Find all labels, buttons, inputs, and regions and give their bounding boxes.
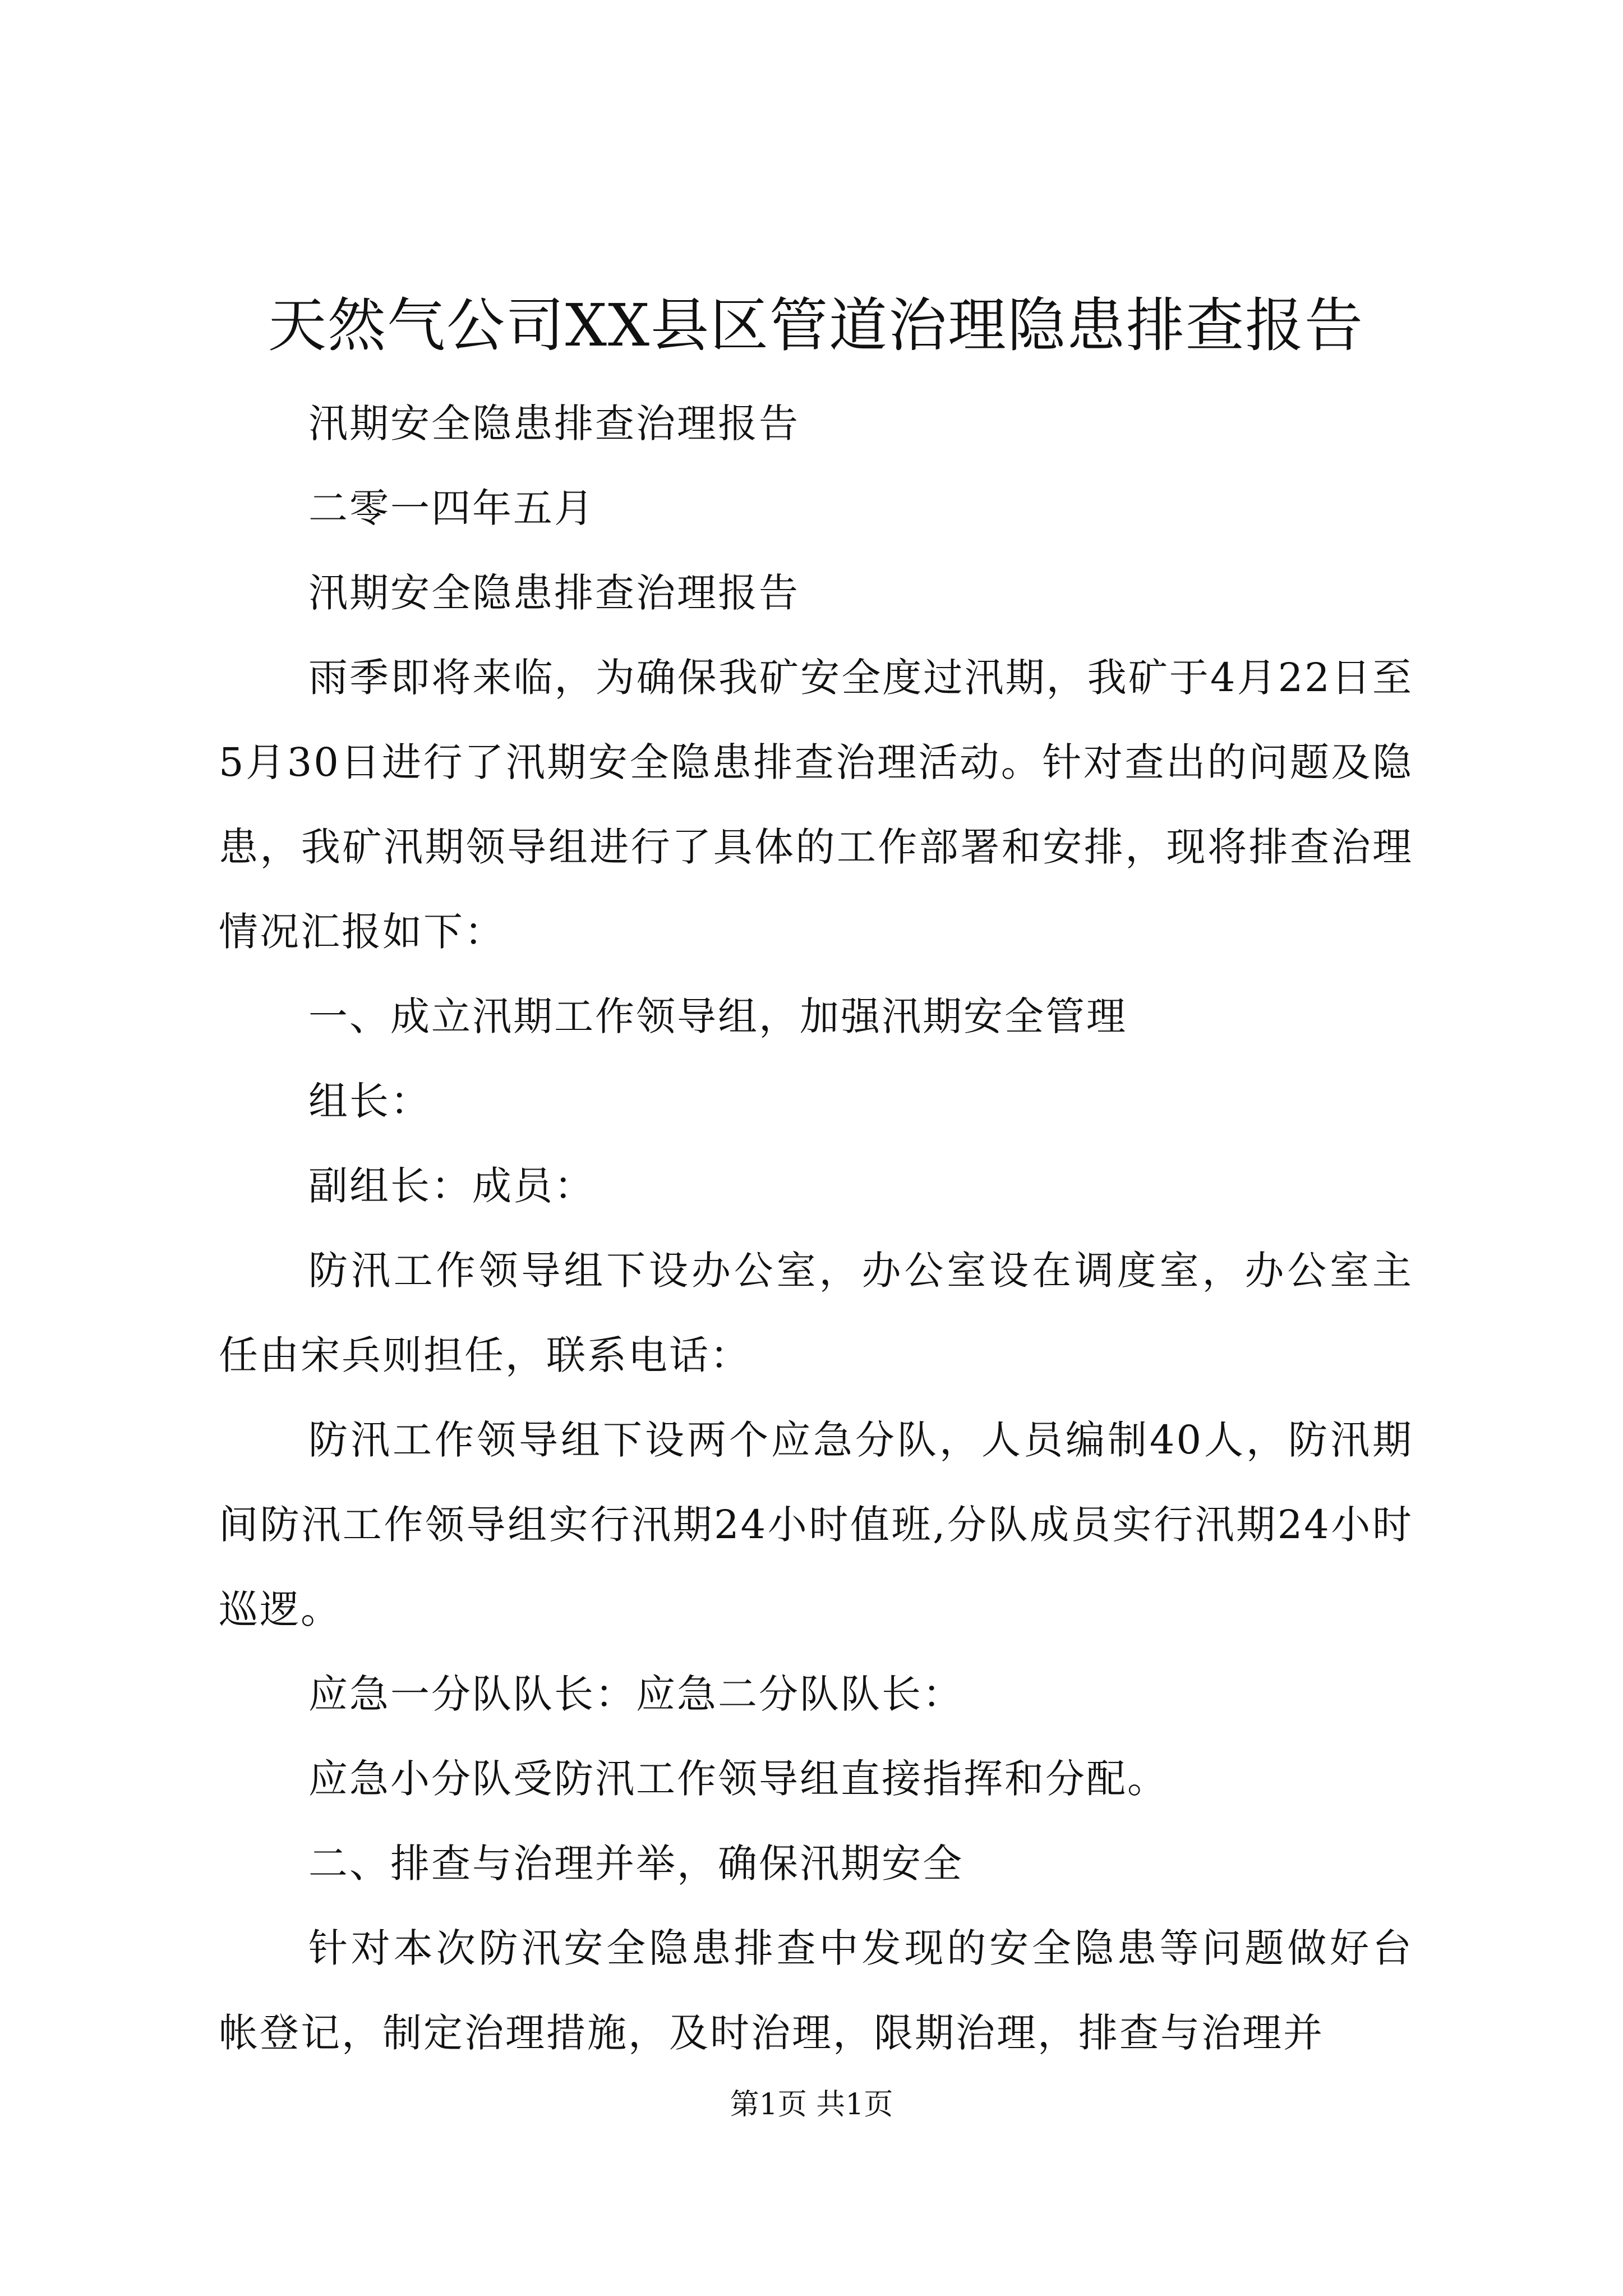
paragraph-report-heading: 汛期安全隐患排查治理报告 [308,570,800,616]
section-heading-2: 二、排查与治理并举，确保汛期安全 [308,1841,963,1887]
document-body [219,381,1413,2076]
paragraph-date: 二零一四年五月 [308,485,595,531]
paragraph-group-leader: 组长： [308,1078,431,1124]
page-footer: 第1页 共1页 [730,2088,893,2122]
paragraph-emergency-teams: 防汛工作领导组下设两个应急分队，人员编制40人，防汛期间防汛工作领导组实行汛期24小时值班,分队成员实行汛期24小时巡逻。 [219,1417,1413,1632]
paragraph-team-command: 应急小分队受防汛工作领导组直接指挥和分配。 [308,1756,1168,1802]
paragraph-office: 防汛工作领导组下设办公室，办公室设在调度室，办公室主任由宋兵则担任，联系电话： [219,1248,1413,1378]
paragraph-deputy-leader: 副组长：成员： [308,1163,595,1209]
paragraph-hazard-handling: 针对本次防汛安全隐患排查中发现的安全隐患等问题做好台帐登记，制定治理措施，及时治理，限期治理，排查与治理并 [219,1925,1413,2056]
document-title: 天然气公司XX县区管道治理隐患排查报告 [268,291,1364,360]
paragraph-team-captains: 应急一分队队长：应急二分队队长： [308,1671,963,1717]
paragraph-intro: 雨季即将来临，为确保我矿安全度过汛期，我矿于4月22日至5月30日进行了汛期安全隐患排查治理活动。针对查出的问题及隐患，我矿汛期领导组进行了具体的工作部署和安排，现将排查治理情况汇报如下： [219,655,1413,955]
section-heading-1: 一、成立汛期工作领导组，加强汛期安全管理 [308,993,1127,1039]
paragraph-subtitle: 汛期安全隐患排查治理报告 [308,401,800,447]
